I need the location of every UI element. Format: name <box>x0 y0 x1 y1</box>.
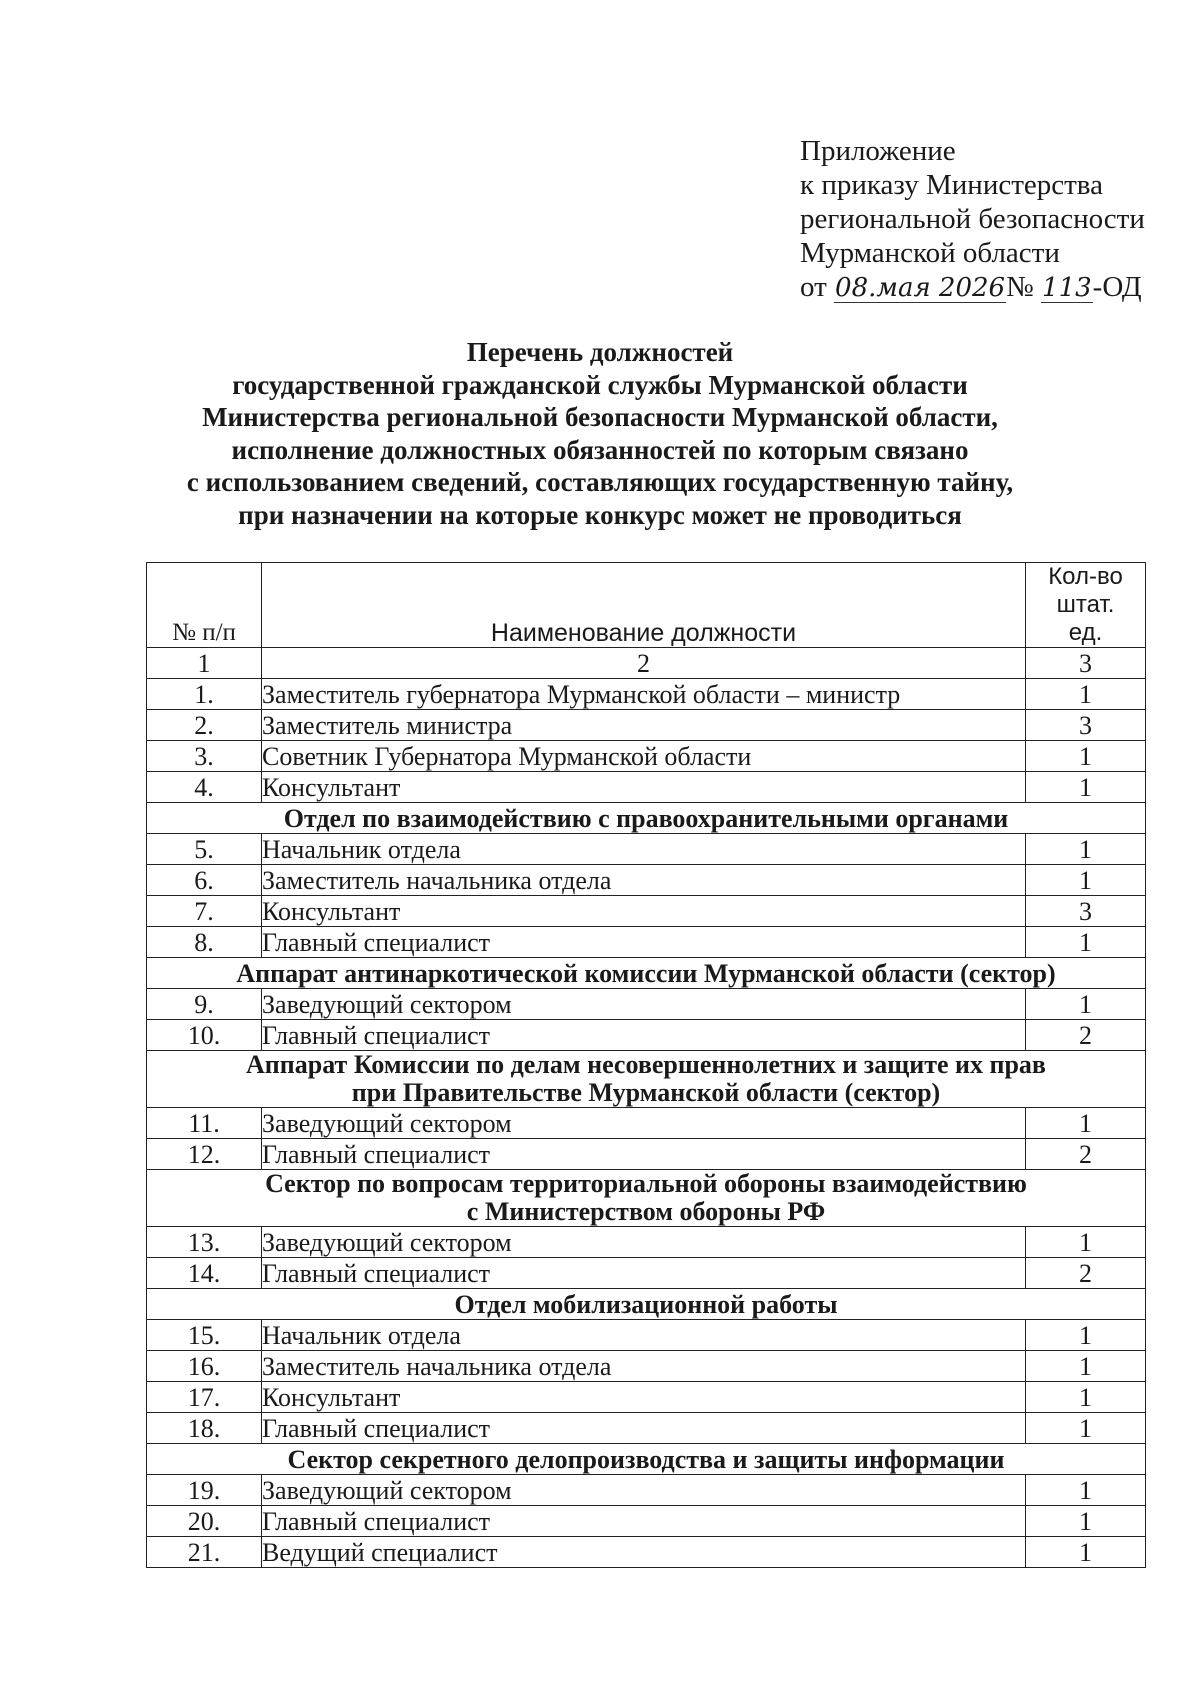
position-count: 3 <box>1026 896 1146 927</box>
position-name: Главный специалист <box>262 1258 1026 1289</box>
table-row <box>147 1351 1146 1382</box>
position-count: 1 <box>1026 1537 1146 1568</box>
position-count: 1 <box>1026 1506 1146 1537</box>
title-line-5: с использованием сведений, составляющих государственную тайну, <box>186 467 1014 497</box>
handwritten-date: 08.мая 2026 <box>835 273 1006 303</box>
column-number-1: 1 <box>147 648 262 679</box>
position-number: 8. <box>147 927 262 958</box>
position-name: Советник Губернатора Мурманской области <box>262 741 1026 772</box>
date-prefix: от <box>800 271 827 303</box>
section-title-line-1: Отдел по взаимодействию с правоохранительными органами <box>283 804 1009 833</box>
title-line-6: при назначении на которые конкурс может не проводиться <box>238 499 962 530</box>
number-suffix: -ОД <box>1092 271 1142 303</box>
number-prefix: № <box>1006 271 1034 303</box>
header-qty <box>1026 563 1146 648</box>
position-name: Главный специалист <box>262 1139 1026 1170</box>
table-row <box>147 679 1146 710</box>
document-title <box>130 336 1070 531</box>
position-name: Начальник отдела <box>262 1320 1026 1351</box>
position-number: 2. <box>147 710 262 741</box>
table-row <box>147 1139 1146 1170</box>
position-name: Заведующий сектором <box>262 989 1026 1020</box>
table-row <box>147 1475 1146 1506</box>
position-number: 16. <box>147 1351 262 1382</box>
section-header-row <box>147 1170 1146 1227</box>
table-row <box>147 710 1146 741</box>
position-name: Ведущий специалист <box>262 1537 1026 1568</box>
table-row <box>147 927 1146 958</box>
table-row <box>147 1108 1146 1139</box>
section-title-line-2: при Правительстве Мурманской области (сектор) <box>351 1078 941 1107</box>
section-header-row <box>147 1289 1146 1320</box>
table-row <box>147 1506 1146 1537</box>
table-row <box>147 1020 1146 1051</box>
position-count: 3 <box>1026 710 1146 741</box>
position-number: 7. <box>147 896 262 927</box>
section-title <box>147 958 1146 989</box>
section-title-line-2: с Министерством обороны РФ <box>466 1197 826 1226</box>
position-number: 18. <box>147 1413 262 1444</box>
position-count: 1 <box>1026 1382 1146 1413</box>
header-num: № п/п <box>147 563 262 648</box>
position-number: 11. <box>147 1108 262 1139</box>
position-number: 3. <box>147 741 262 772</box>
title-line-2: государственной гражданской службы Мурманской области <box>232 369 968 400</box>
position-count: 1 <box>1026 1413 1146 1444</box>
table-row <box>147 1537 1146 1568</box>
header-qty-line-1: Кол-во <box>1048 563 1123 590</box>
table-row <box>147 1258 1146 1289</box>
section-title <box>147 1051 1146 1108</box>
position-number: 1. <box>147 679 262 710</box>
position-count: 1 <box>1026 741 1146 772</box>
position-number: 9. <box>147 989 262 1020</box>
positions-table <box>146 562 1146 1568</box>
position-name: Главный специалист <box>262 1020 1026 1051</box>
position-number: 4. <box>147 772 262 803</box>
position-number: 10. <box>147 1020 262 1051</box>
position-count: 1 <box>1026 679 1146 710</box>
position-count: 1 <box>1026 772 1146 803</box>
header-qty-line-3: ед. <box>1068 619 1103 646</box>
table-header-row <box>147 563 1146 648</box>
position-number: 17. <box>147 1382 262 1413</box>
position-name: Заместитель министра <box>262 710 1026 741</box>
table-row <box>147 741 1146 772</box>
handwritten-number: 113 <box>1042 273 1092 303</box>
position-count: 2 <box>1026 1020 1146 1051</box>
position-count: 1 <box>1026 1320 1146 1351</box>
position-name: Главный специалист <box>262 1506 1026 1537</box>
table-row <box>147 896 1146 927</box>
section-title <box>147 1170 1146 1227</box>
position-number: 19. <box>147 1475 262 1506</box>
position-count: 1 <box>1026 1475 1146 1506</box>
table-row <box>147 834 1146 865</box>
section-title <box>147 1444 1146 1475</box>
section-title-line-1: Аппарат Комиссии по делам несовершеннолетних и защите их прав <box>246 1050 1046 1079</box>
position-name: Заведующий сектором <box>262 1108 1026 1139</box>
position-count: 1 <box>1026 834 1146 865</box>
position-name: Начальник отдела <box>262 834 1026 865</box>
table-row <box>147 865 1146 896</box>
section-title <box>147 803 1146 834</box>
header-qty-line-2: штат. <box>1056 591 1115 618</box>
position-count: 1 <box>1026 865 1146 896</box>
table-row <box>147 989 1146 1020</box>
section-title-line-1: Отдел мобилизационной работы <box>454 1290 838 1319</box>
header-name: Наименование должности <box>262 563 1026 648</box>
table-row <box>147 1413 1146 1444</box>
position-number: 15. <box>147 1320 262 1351</box>
appendix-line-3: региональной безопасности <box>800 203 1145 235</box>
position-number: 6. <box>147 865 262 896</box>
position-name: Заведующий сектором <box>262 1475 1026 1506</box>
section-header-row <box>147 803 1146 834</box>
position-name: Главный специалист <box>262 927 1026 958</box>
position-count: 1 <box>1026 1351 1146 1382</box>
appendix-line-1: Приложение <box>800 135 956 167</box>
section-title-line-1: Сектор секретного делопроизводства и защиты информации <box>287 1445 1005 1474</box>
title-line-4: исполнение должностных обязанностей по которым связано <box>231 434 969 465</box>
position-name: Заместитель начальника отдела <box>262 865 1026 896</box>
position-name: Заведующий сектором <box>262 1227 1026 1258</box>
position-name: Консультант <box>262 896 1026 927</box>
section-header-row <box>147 1051 1146 1108</box>
section-header-row <box>147 1444 1146 1475</box>
position-number: 14. <box>147 1258 262 1289</box>
section-title-line-1: Сектор по вопросам территориальной обороны взаимодействию <box>265 1169 1027 1198</box>
position-number: 21. <box>147 1537 262 1568</box>
column-number-row <box>147 648 1146 679</box>
position-count: 2 <box>1026 1258 1146 1289</box>
appendix-line-2: к приказу Министерства <box>800 169 1103 201</box>
position-number: 13. <box>147 1227 262 1258</box>
position-name: Заместитель губернатора Мурманской области – министр <box>262 679 1026 710</box>
position-number: 12. <box>147 1139 262 1170</box>
appendix-block <box>800 134 1180 304</box>
appendix-order-line <box>800 270 1180 304</box>
position-count: 1 <box>1026 927 1146 958</box>
title-line-1: Перечень должностей <box>466 337 734 367</box>
position-number: 5. <box>147 834 262 865</box>
appendix-line-4: Мурманской области <box>800 237 1060 269</box>
position-name: Главный специалист <box>262 1413 1026 1444</box>
position-name: Заместитель начальника отдела <box>262 1351 1026 1382</box>
position-count: 1 <box>1026 1108 1146 1139</box>
table-row <box>147 772 1146 803</box>
position-name: Консультант <box>262 1382 1026 1413</box>
section-header-row <box>147 958 1146 989</box>
section-title <box>147 1289 1146 1320</box>
position-count: 1 <box>1026 989 1146 1020</box>
position-number: 20. <box>147 1506 262 1537</box>
column-number-3: 3 <box>1026 648 1146 679</box>
table-row <box>147 1382 1146 1413</box>
table-row <box>147 1320 1146 1351</box>
table-row <box>147 1227 1146 1258</box>
position-count: 1 <box>1026 1227 1146 1258</box>
column-number-2: 2 <box>262 648 1026 679</box>
table-body <box>147 679 1146 1568</box>
title-line-3: Министерства региональной безопасности Мурманской области, <box>202 402 998 432</box>
section-title-line-1: Аппарат антинаркотической комиссии Мурманской области (сектор) <box>236 959 1056 988</box>
position-count: 2 <box>1026 1139 1146 1170</box>
position-name: Консультант <box>262 772 1026 803</box>
